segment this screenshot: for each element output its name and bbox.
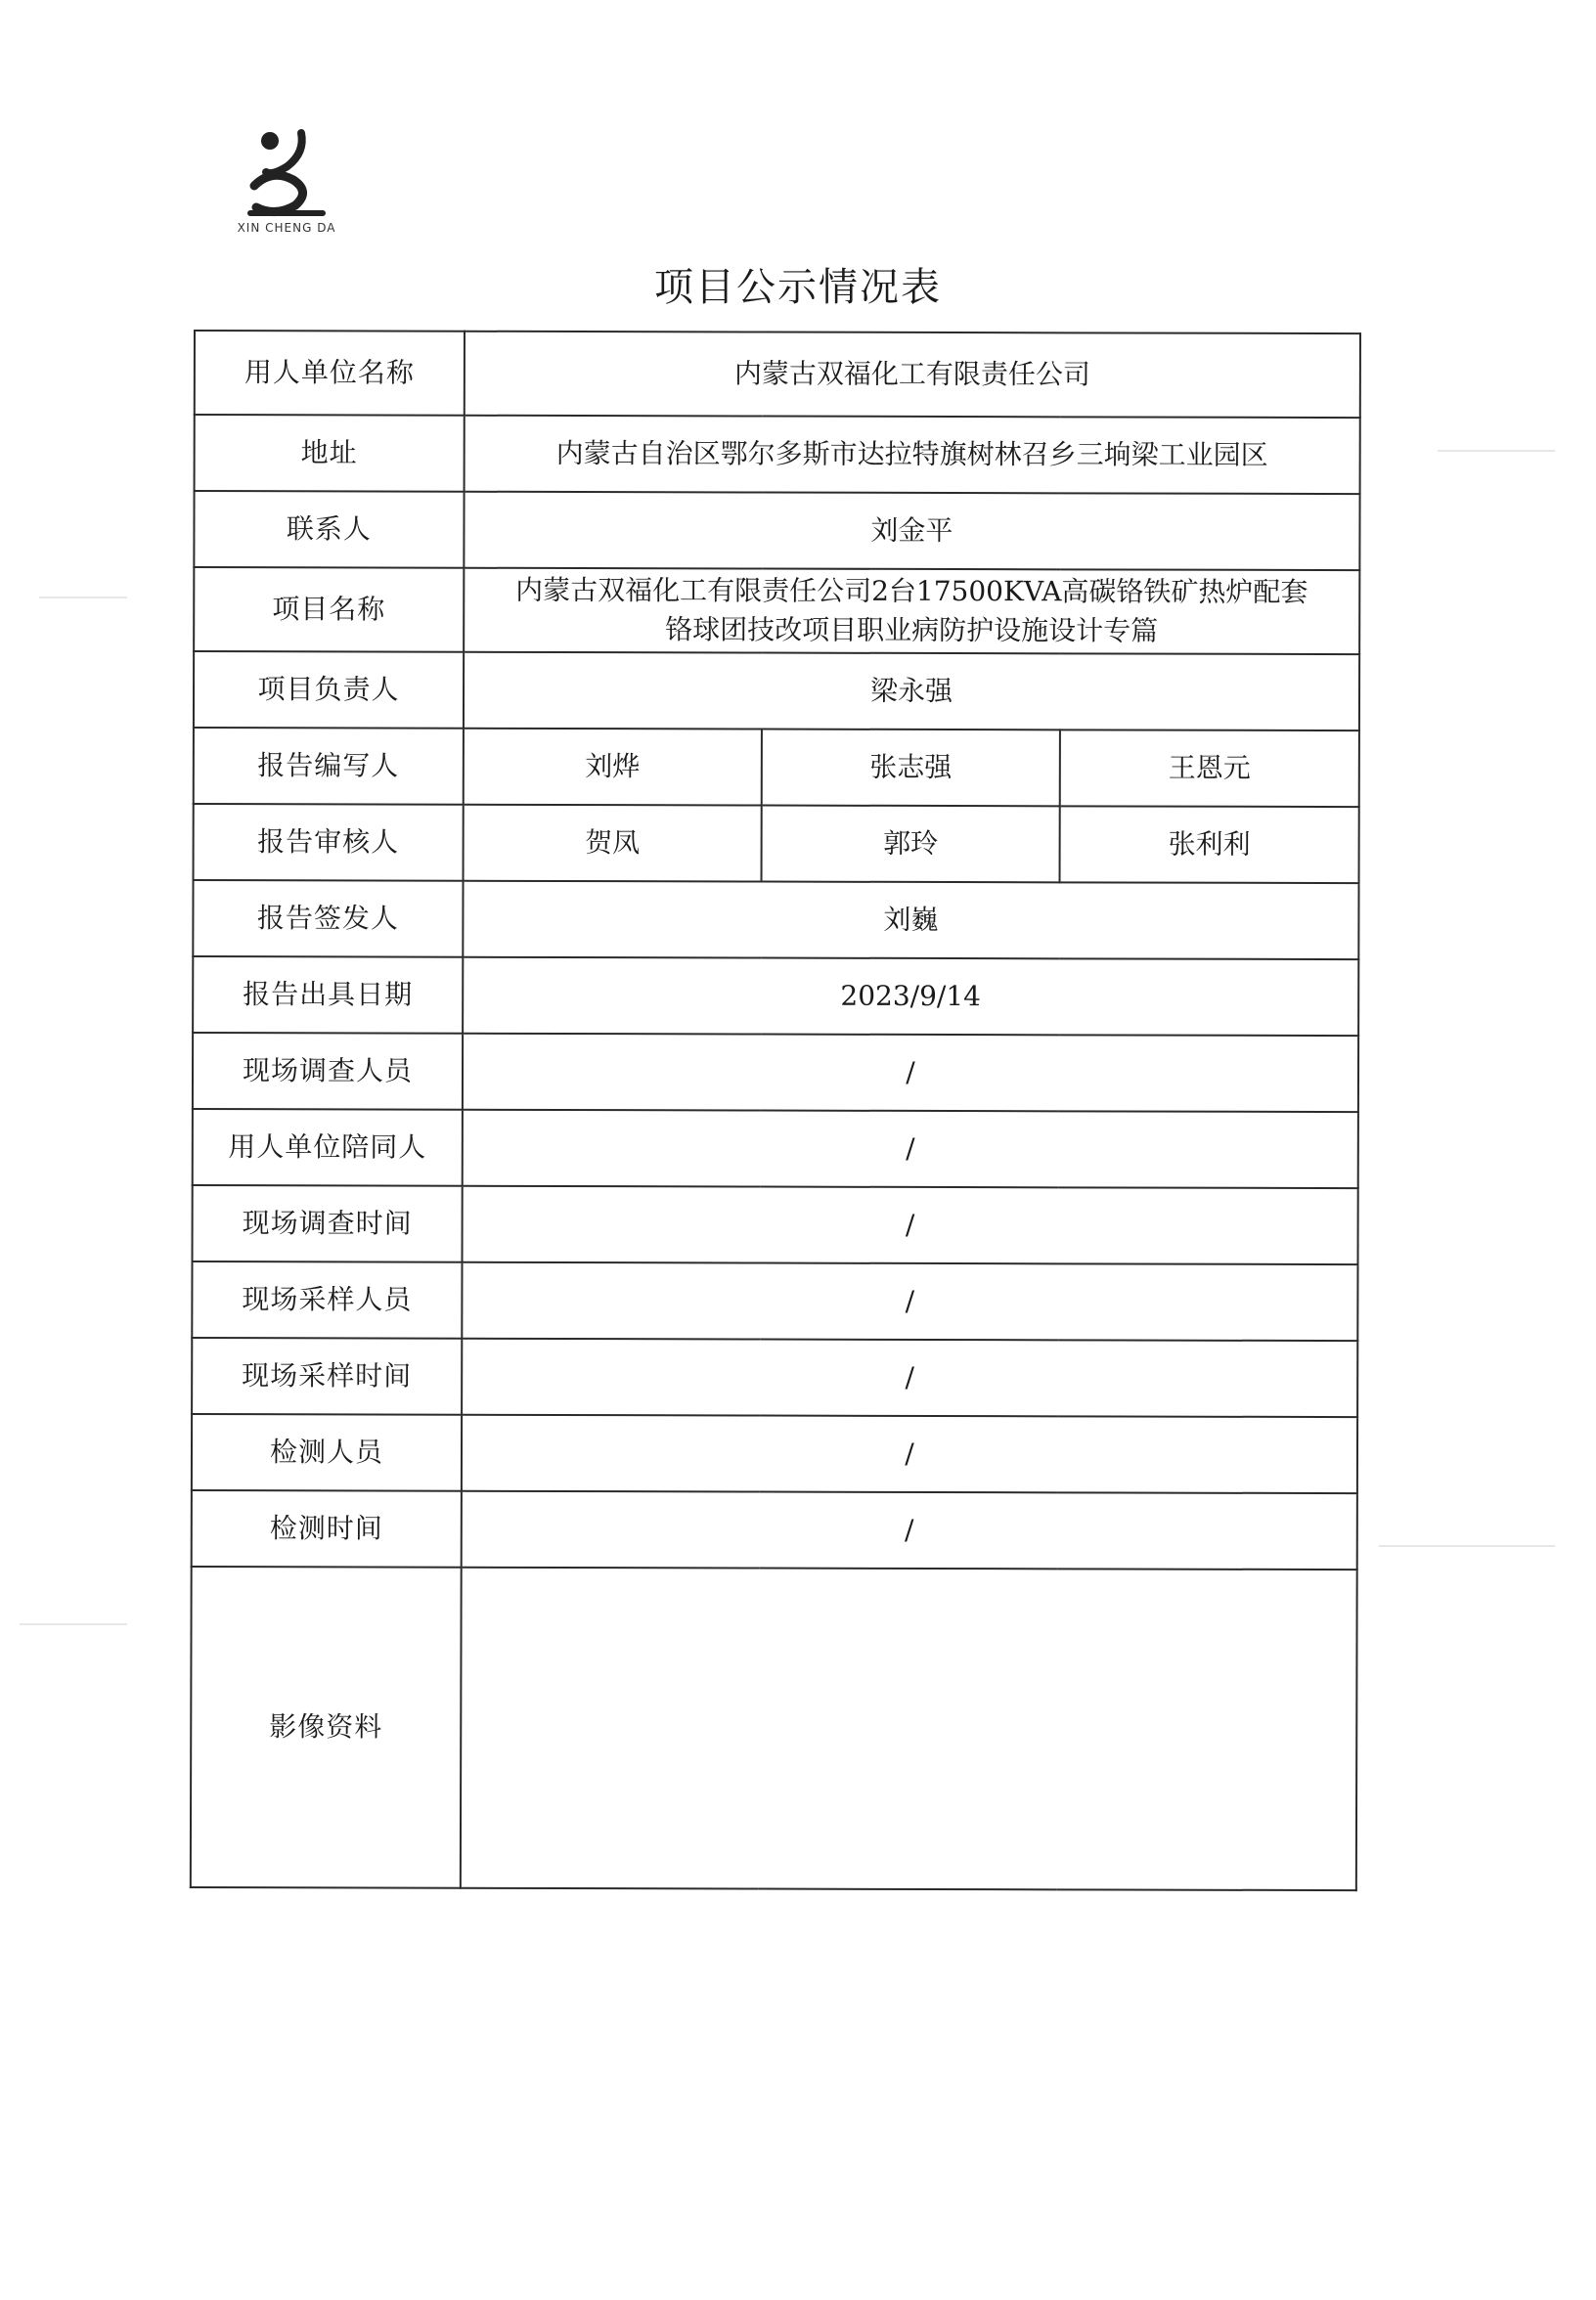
project-value	[464, 568, 1359, 654]
survey-staff-label: 现场调查人员	[193, 1033, 463, 1110]
issuer-value: 刘巍	[463, 881, 1358, 959]
address-label: 地址	[195, 415, 465, 492]
table-row	[195, 331, 1360, 418]
survey-time-label: 现场调查时间	[193, 1185, 463, 1262]
date-label: 报告出具日期	[193, 956, 463, 1034]
logo-caption: XIN CHENG DA	[237, 221, 336, 235]
table-row	[192, 1414, 1357, 1493]
images-value	[461, 1568, 1357, 1890]
leader-label: 项目负责人	[194, 651, 464, 729]
contact-label: 联系人	[194, 491, 464, 568]
scan-artifact	[39, 597, 127, 598]
project-info-table	[190, 330, 1361, 1891]
table-row	[193, 1109, 1358, 1188]
company-logo	[233, 127, 340, 244]
reviewer-1: 贺凤	[464, 805, 762, 882]
table-row	[193, 880, 1358, 959]
images-label: 影像资料	[191, 1567, 462, 1888]
sampling-time-value: /	[462, 1339, 1357, 1417]
project-value-line2: 铬球团技改项目职业病防护设施设计专篇	[665, 613, 1159, 647]
date-value: 2023/9/14	[463, 957, 1358, 1036]
address-value: 内蒙古自治区鄂尔多斯市达拉特旗树林召乡三垧梁工业园区	[465, 416, 1360, 494]
testers-value: /	[462, 1415, 1357, 1493]
test-time-label: 检测时间	[192, 1490, 462, 1568]
sampling-staff-label: 现场采样人员	[192, 1261, 462, 1339]
table-row	[194, 491, 1359, 570]
table-row	[191, 1567, 1357, 1890]
scan-artifact	[1438, 450, 1555, 452]
sampling-time-label: 现场采样时间	[192, 1338, 462, 1415]
escort-value: /	[463, 1110, 1358, 1188]
table-row	[195, 415, 1360, 494]
table-row	[194, 728, 1359, 807]
contact-value: 刘金平	[464, 492, 1359, 570]
reviewers-label: 报告审核人	[194, 804, 464, 881]
table-row	[194, 804, 1359, 883]
issuer-label: 报告签发人	[193, 880, 463, 957]
page-title: 项目公示情况表	[654, 265, 942, 310]
survey-staff-value: /	[463, 1034, 1358, 1112]
scan-artifact	[20, 1623, 127, 1625]
leader-value: 梁永强	[464, 652, 1359, 730]
writer-2: 张志强	[762, 730, 1060, 807]
table-row	[192, 1338, 1357, 1417]
writer-3: 王恩元	[1060, 730, 1359, 807]
writer-1: 刘烨	[464, 729, 762, 806]
escort-label: 用人单位陪同人	[193, 1109, 463, 1186]
logo-icon	[233, 127, 340, 221]
testers-label: 检测人员	[192, 1414, 462, 1491]
project-value-line1: 内蒙古双福化工有限责任公司2台17500KVA高碳铬铁矿热炉配套	[515, 573, 1308, 608]
writers-label: 报告编写人	[194, 728, 464, 805]
table-row	[193, 956, 1358, 1036]
table-row	[192, 1261, 1357, 1341]
table-row	[193, 1185, 1358, 1264]
scan-artifact	[1379, 1545, 1555, 1547]
table-row	[194, 651, 1359, 730]
sampling-staff-value: /	[462, 1262, 1357, 1341]
reviewer-3: 张利利	[1060, 806, 1359, 883]
table-row	[194, 567, 1359, 654]
project-label: 项目名称	[194, 567, 464, 652]
table-row	[193, 1033, 1358, 1112]
table-row	[192, 1490, 1357, 1570]
survey-time-value: /	[463, 1186, 1358, 1264]
reviewer-2: 郭玲	[762, 806, 1060, 883]
employer-label: 用人单位名称	[195, 331, 465, 416]
test-time-value: /	[462, 1491, 1357, 1570]
employer-value: 内蒙古双福化工有限责任公司	[465, 332, 1360, 418]
